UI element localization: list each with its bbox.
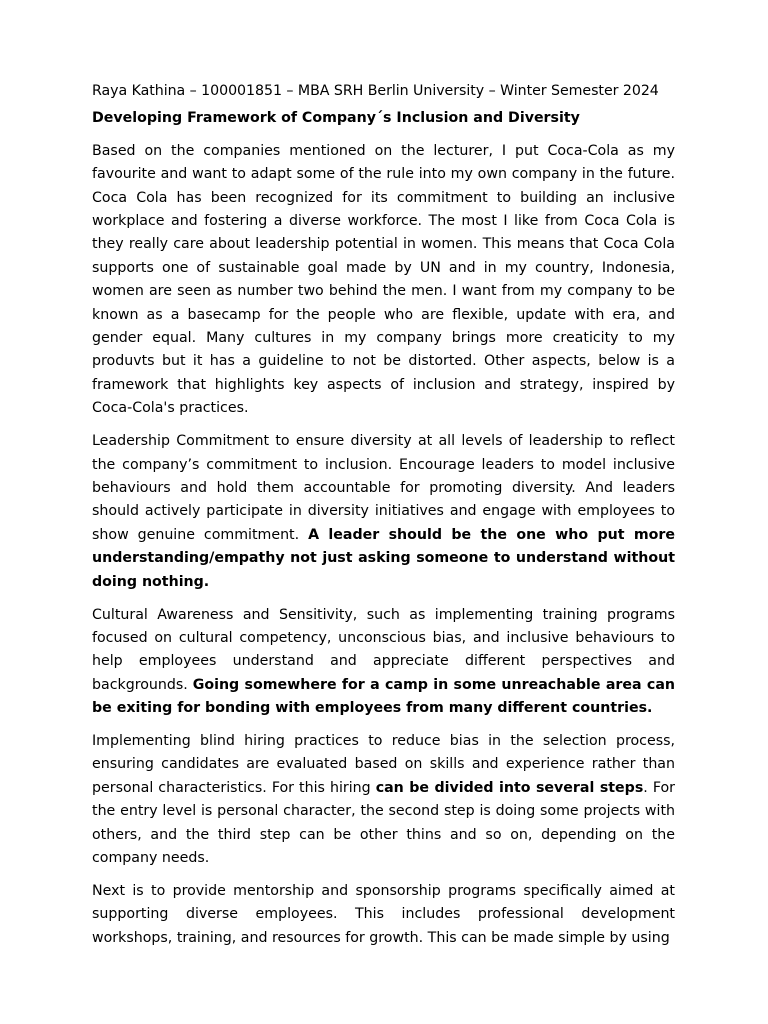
- paragraph-bold-text: Going somewhere for a camp in some unreachable area can be exiting for bonding with employees from many different countries.: [92, 676, 676, 717]
- paragraph-intro: [92, 140, 675, 421]
- paragraph-leadership: [92, 430, 675, 594]
- paragraph-bold-text: can be divided into several steps: [375, 779, 644, 796]
- paragraph-bold-text: A leader should be the one who put more understanding/empathy not just asking someone to understand without doing nothing.: [92, 526, 675, 590]
- document-page: [92, 80, 675, 960]
- paragraph-text: Implementing blind hiring practices to reduce bias in the selection process, ensuring candidates are evaluated based on skills and experience rather than personal characteristics. For this hiring: [92, 733, 675, 796]
- paragraph-text: Leadership Commitment to ensure diversity at all levels of leadership to reflect the company’s commitment to inclusion. Encourage leaders to model inclusive behaviours and hold them accountable for promoting diversity. And leaders should actively participate in diversity initiatives and engage with employees to show genuine commitment.: [92, 433, 675, 543]
- paragraph-text: Next is to provide mentorship and sponsorship programs specifically aimed at supporting diverse employees. This includes professional development workshops, training, and resources for growth. This can be made simple by using: [92, 883, 675, 946]
- paragraph-mentorship: [92, 880, 675, 950]
- paragraph-blind-hiring: [92, 730, 675, 870]
- paragraph-text: . For the entry level is personal character, the second step is doing some projects with others, and the third step can be other thins and so on, depending on the company needs.: [92, 779, 675, 867]
- paragraph-text: Cultural Awareness and Sensitivity, such as implementing training programs focused on cultural competency, unconscious bias, and inclusive behaviours to help employees understand and appreciate different perspectives and backgrounds.: [92, 606, 675, 693]
- paragraph-text: Based on the companies mentioned on the lecturer, I put Coca-Cola as my favourite and want to adapt some of the rule into my own company in the future. Coca Cola has been recognized for its commitment to building an inclusive workplace and fostering a diverse workforce. The most I like from Coca Cola is they really care about leadership potential in women. This means that Coca Cola supports one of sustainable goal made by UN and in my country, Indonesia, women are seen as number two behind the men. I want from my company to be known as a basecamp for the people who are flexible, update with era, and gender equal. Many cultures in my company brings more creaticity to my produvts but it has a guideline to not be distorted. Other aspects, below is a framework that highlights key aspects of inclusion and strategy, inspired by Coca-Cola's practices.: [92, 142, 675, 417]
- author-header: Raya Kathina – 100001851 – MBA SRH Berlin University – Winter Semester 2024: [92, 83, 659, 99]
- document-title: Developing Framework of Company´s Inclusion and Diversity: [92, 110, 580, 127]
- paragraph-cultural-awareness: [92, 604, 675, 721]
